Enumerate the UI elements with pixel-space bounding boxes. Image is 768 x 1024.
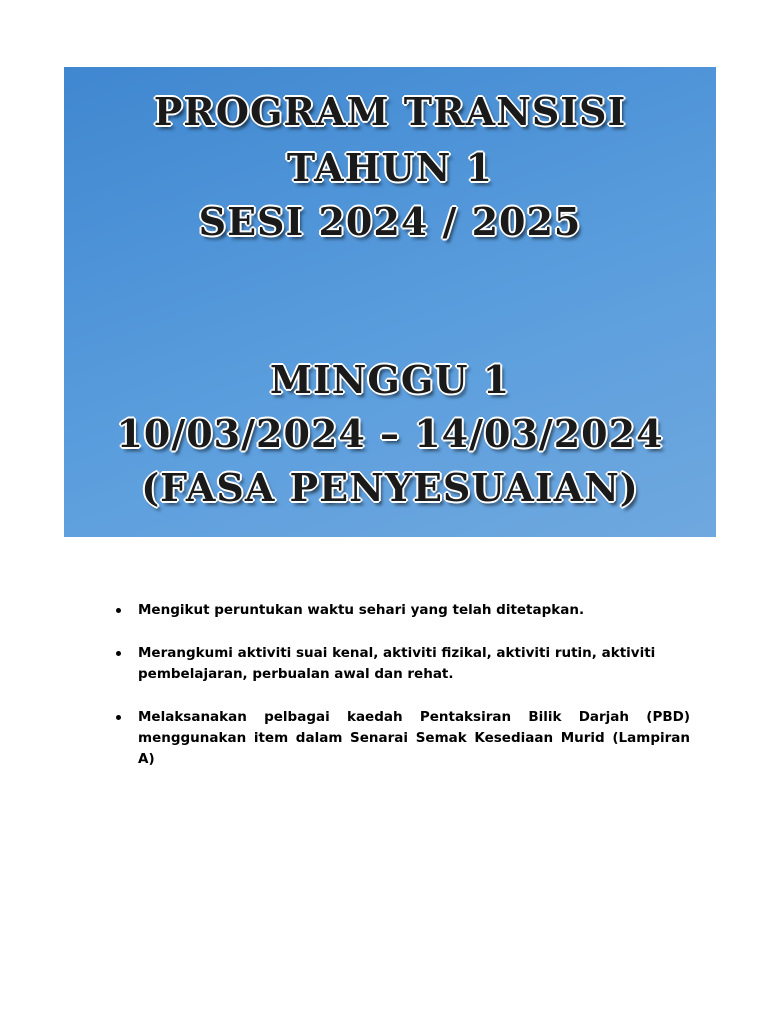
list-item <box>112 643 690 685</box>
title-banner <box>64 67 716 537</box>
program-title: PROGRAM TRANSISI <box>153 89 627 134</box>
session-title: SESI 2024 / 2025 <box>198 199 582 244</box>
week-title: MINGGU 1 <box>269 357 511 402</box>
list-item <box>112 707 690 770</box>
bullet-text: Merangkumi aktiviti suai kenal, aktiviti fizikal, aktiviti rutin, aktiviti pembelajaran, perbualan awal dan rehat. <box>138 645 656 682</box>
date-range-title: 10/03/2024 – 14/03/2024 <box>116 411 664 456</box>
phase-title: (FASA PENYESUAIAN) <box>141 465 639 510</box>
year-title: TAHUN 1 <box>286 145 494 190</box>
bullet-icon <box>116 608 121 613</box>
bullet-text: Melaksanakan pelbagai kaedah Pentaksiran Bilik Darjah (PBD) menggunakan item dalam Senarai Semak Kesediaan Murid (Lampiran A) <box>138 709 690 767</box>
bullet-icon <box>116 651 121 656</box>
list-item <box>112 600 690 621</box>
bullet-icon <box>116 715 121 720</box>
bullet-list <box>112 600 690 792</box>
bullet-text: Mengikut peruntukan waktu sehari yang telah ditetapkan. <box>138 602 585 618</box>
